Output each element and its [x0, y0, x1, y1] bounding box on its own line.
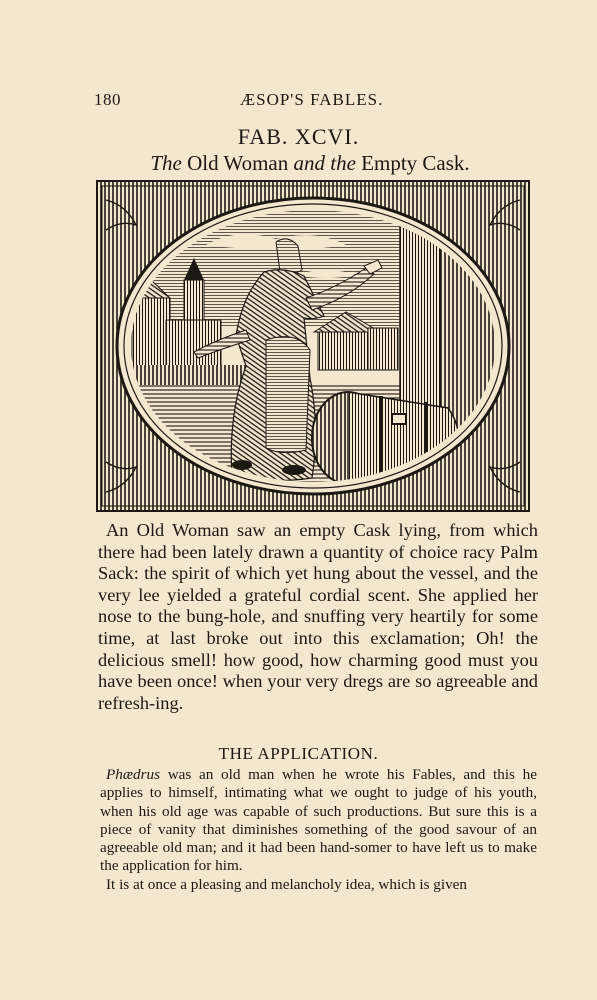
- application-text: [100, 766, 537, 894]
- fable-title-part4: Empty Cask.: [361, 151, 470, 175]
- application-p1-rest: was an old man when he wrote his Fables, and this he applies to himself, intimating what we ought to judge of his youth, when his old age was capable of such productions. But sure this is a piece of vanity that diminishes something of the good savour of an agreeable old man; and it had been hand-somer to have left us to make the application for him.: [100, 766, 537, 875]
- fable-paragraph: An Old Woman saw an empty Cask lying, from which there had been lately drawn a quantity of choice racy Palm Sack: the spirit of which yet hung about the vessel, and the very lee yielded a grateful cordial scent. She applied her nose to the bung-hole, and snuffing very heartily for some time, at last broke out into this exclamation; Oh! the delicious smell! how good, how charming good must you have been once! when your very dregs are so agreeable and refresh-ing.: [98, 520, 538, 713]
- application-heading: THE APPLICATION.: [218, 744, 379, 763]
- book-title: ÆSOP'S FABLES.: [240, 90, 384, 109]
- running-head: [94, 90, 494, 114]
- application-paragraph-2: It is at once a pleasing and melancholy idea, which is given: [106, 875, 468, 893]
- fable-number: FAB. XCVI.: [237, 124, 360, 149]
- fable-title-part1: The: [150, 151, 182, 175]
- application-lead: Phædrus: [106, 766, 161, 783]
- fable-text: [98, 520, 538, 714]
- woodcut-illustration: [96, 180, 530, 512]
- fable-title-part2: Old Woman: [187, 151, 289, 175]
- fable-title-part3: and the: [293, 151, 356, 175]
- page-number: 180: [94, 90, 121, 109]
- fable-title: [0, 151, 597, 176]
- application-paragraph-1: [100, 766, 537, 876]
